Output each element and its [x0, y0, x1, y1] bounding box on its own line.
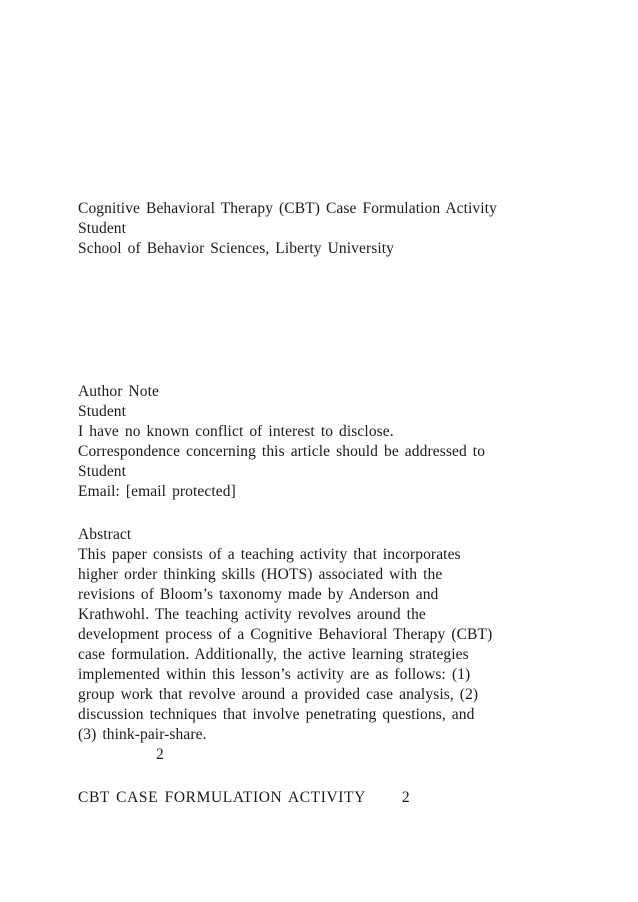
- abstract-line: (3) think-pair-share.: [78, 726, 207, 743]
- abstract-line: implemented within this lesson’s activity are as follows: (1): [78, 666, 471, 683]
- paper-title: Cognitive Behavioral Therapy (CBT) Case Formulation Activity: [78, 200, 497, 217]
- correspondence-line-2: Student: [78, 463, 127, 480]
- abstract-block: [78, 525, 578, 765]
- abstract-line: development process of a Cognitive Behavioral Therapy (CBT): [78, 626, 493, 643]
- abstract-heading: Abstract: [78, 526, 132, 543]
- author-note-heading: Author Note: [78, 383, 160, 400]
- email-line: Email: [email protected]: [78, 483, 236, 500]
- conflict-statement: I have no known conflict of interest to disclose.: [78, 423, 394, 440]
- abstract-line: Krathwohl. The teaching activity revolves around the: [78, 606, 426, 623]
- correspondence-line-1: Correspondence concerning this article should be addressed to: [78, 443, 486, 460]
- title-block: [78, 199, 578, 259]
- running-header-page-number: 2: [401, 789, 411, 806]
- abstract-line: This paper consists of a teaching activity that incorporates: [78, 546, 461, 563]
- affiliation: School of Behavior Sciences, Liberty University: [78, 240, 395, 257]
- abstract-line: higher order thinking skills (HOTS) associated with the: [78, 566, 443, 583]
- author-name: Student: [78, 220, 127, 237]
- abstract-line: revisions of Bloom’s taxonomy made by Anderson and: [78, 586, 439, 603]
- running-header-title: CBT CASE FORMULATION ACTIVITY: [78, 789, 366, 806]
- abstract-line: group work that revolve around a provided case analysis, (2): [78, 686, 479, 703]
- page-number: 2: [156, 746, 164, 763]
- running-header: [78, 788, 578, 808]
- abstract-line: discussion techniques that involve penetrating questions, and: [78, 706, 475, 723]
- running-header-line: [78, 788, 578, 808]
- abstract-line: case formulation. Additionally, the active learning strategies: [78, 646, 469, 663]
- author-note-block: [78, 382, 578, 502]
- author-note-name: Student: [78, 403, 127, 420]
